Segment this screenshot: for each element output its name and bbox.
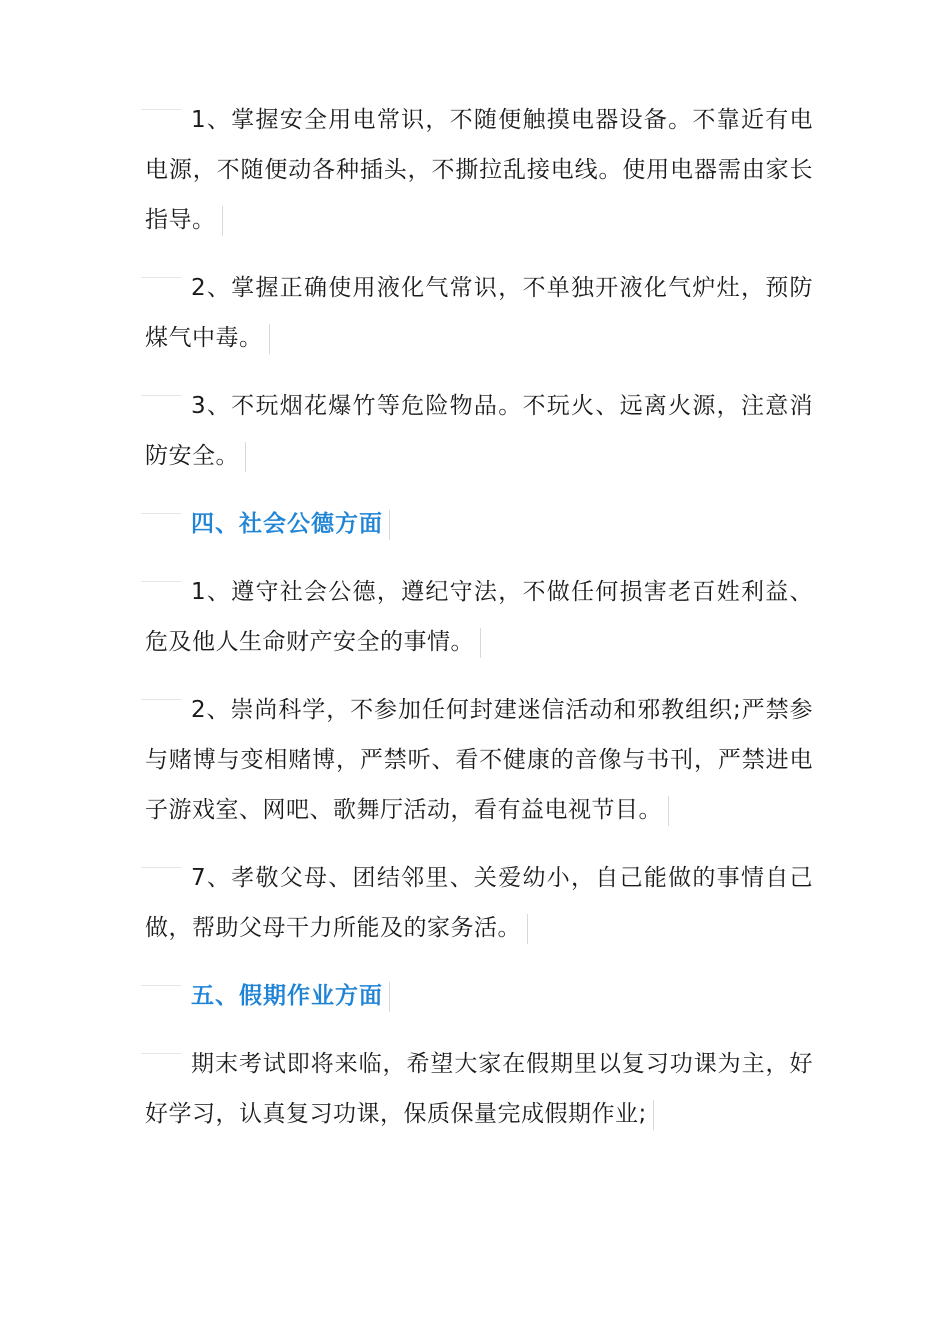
paragraph-text: 期末考试即将来临，希望大家在假期里以复习功课为主，好好学习，认真复习功课，保质保量完成假期作业; xyxy=(145,1051,813,1127)
paragraph-text: 1、掌握安全用电常识，不随便触摸电器设备。不靠近有电电源，不随便动各种插头，不撕拉乱接电线。使用电器需由家长指导。 xyxy=(145,107,813,233)
heading-text: 四、社会公德方面 xyxy=(191,511,383,537)
section-heading-homework xyxy=(145,971,813,1021)
paragraph-fire-safety xyxy=(145,381,813,481)
paragraph-end-mark xyxy=(527,914,529,944)
paragraph-science xyxy=(145,685,813,835)
paragraph-text: 2、掌握正确使用液化气常识，不单独开液化气炉灶，预防煤气中毒。 xyxy=(145,275,813,351)
paragraph-text: 1、遵守社会公德，遵纪守法，不做任何损害老百姓利益、危及他人生命财产安全的事情。 xyxy=(145,579,813,655)
paragraph-exam-review xyxy=(145,1039,813,1139)
paragraph-text: 7、孝敬父母、团结邻里、关爱幼小，自己能做的事情自己做，帮助父母干力所能及的家务活。 xyxy=(145,865,813,941)
paragraph-end-mark xyxy=(389,510,391,540)
heading-text: 五、假期作业方面 xyxy=(191,983,383,1009)
paragraph-end-mark xyxy=(222,206,224,236)
paragraph-end-mark xyxy=(389,982,391,1012)
paragraph-text: 3、不玩烟花爆竹等危险物品。不玩火、远离火源，注意消防安全。 xyxy=(145,393,813,469)
paragraph-end-mark xyxy=(245,442,247,472)
paragraph-end-mark xyxy=(480,628,482,658)
paragraph-gas-safety xyxy=(145,263,813,363)
paragraph-end-mark xyxy=(269,324,271,354)
paragraph-text: 2、崇尚科学，不参加任何封建迷信活动和邪教组织;严禁参与赌博与变相赌博，严禁听、看不健康的音像与书刊，严禁进电子游戏室、网吧、歌舞厅活动，看有益电视节目。 xyxy=(145,697,813,823)
paragraph-law-abiding xyxy=(145,567,813,667)
paragraph-end-mark xyxy=(668,796,670,826)
paragraph-end-mark xyxy=(653,1100,655,1130)
paragraph-filial-piety xyxy=(145,853,813,953)
document-body xyxy=(145,95,813,1157)
paragraph-electric-safety xyxy=(145,95,813,245)
section-heading-social-ethics xyxy=(145,499,813,549)
